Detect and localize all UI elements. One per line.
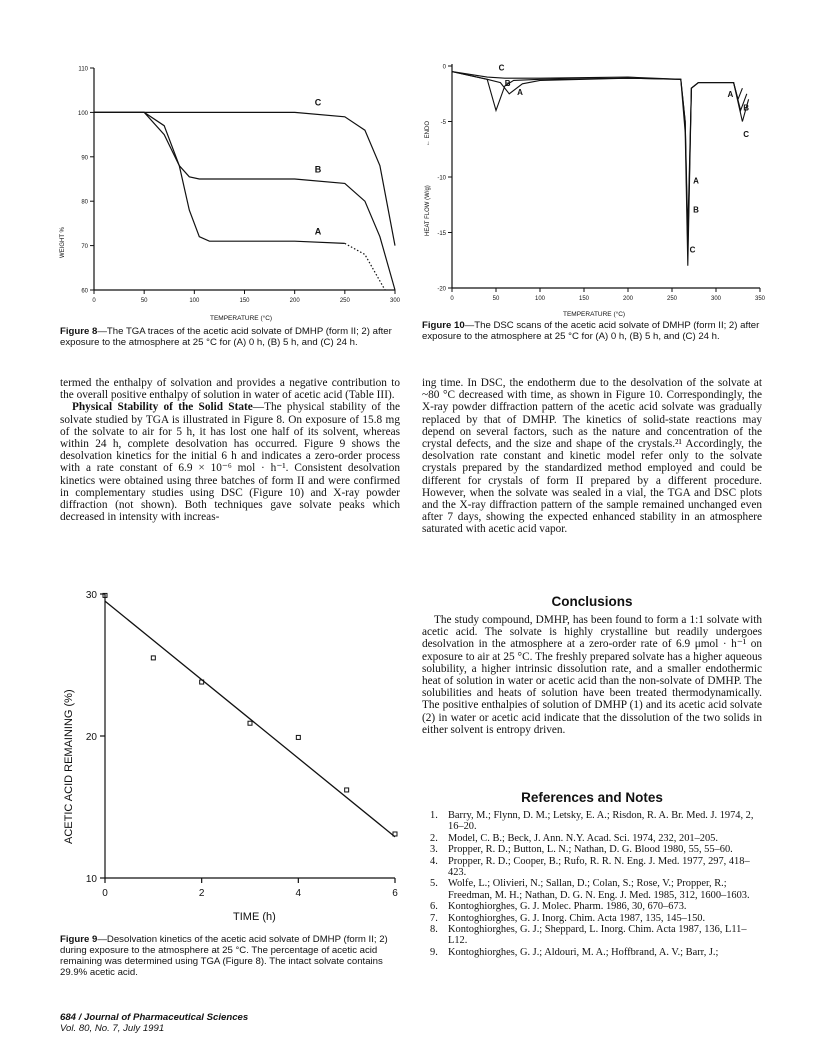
figure-8-caption-text: —The TGA traces of the acetic acid solvate of DMHP (form II; 2) after exposure to the atmosphere at 25 °C for (A) 0 h, (B) 5 h, and (C) 24 h. <box>60 326 392 348</box>
series-c-line <box>452 72 749 266</box>
figure-8-x-axis-label: TEMPERATURE (°C) <box>210 315 273 322</box>
references-heading: References and Notes <box>521 790 663 805</box>
curve-label-c: C <box>314 97 322 108</box>
x-tick-label: 200 <box>289 298 300 304</box>
reference-text: Barry, M.; Flynn, D. M.; Letsky, E. A.; Risdon, R. A. Br. Med. J. 1974, 2, 16–20. <box>448 810 754 833</box>
footer-volume: Vol. 80, No. 7, July 1991 <box>60 1023 165 1034</box>
figure-8-y-axis-label: WEIGHT % <box>60 227 66 258</box>
x-tick-label: 0 <box>92 298 96 304</box>
figure-9-y-axis-label: ACETIC ACID REMAINING (%) <box>63 689 75 844</box>
reference-text: Kontoghiorghes, G. J. Inorg. Chim. Acta 1987, 135, 145–150. <box>448 912 706 924</box>
data-point <box>296 735 300 739</box>
y-tick-label: 80 <box>81 199 88 206</box>
x-tick-label: 100 <box>189 298 200 304</box>
figure-10-chart <box>415 58 775 324</box>
y-tick-label: 110 <box>78 66 88 73</box>
x-tick-label: 50 <box>140 298 148 304</box>
data-point <box>345 788 349 792</box>
y-tick-label: 20 <box>85 732 97 743</box>
series-b-line <box>452 72 750 250</box>
y-tick-label: 60 <box>81 288 88 295</box>
column-2-text <box>422 377 762 536</box>
curve-label-a: A <box>517 87 523 97</box>
figure-8-caption-label: Figure 8 <box>60 326 98 337</box>
column-1-text <box>60 377 400 523</box>
figure-10-endo-label: ← ENDO <box>425 120 431 146</box>
x-tick-label: 6 <box>392 888 398 899</box>
curve-label-c: C <box>743 130 750 140</box>
series-a-line <box>94 112 345 243</box>
x-tick-label: 250 <box>339 298 350 304</box>
reference-number: 1. <box>430 810 438 821</box>
x-tick-label: 4 <box>295 888 302 899</box>
reference-item <box>422 810 762 833</box>
figure-9-caption-label: Figure 9 <box>60 934 98 945</box>
reference-item <box>422 844 762 855</box>
data-point <box>151 656 155 660</box>
y-tick-label: -20 <box>437 286 446 293</box>
paragraph-heading: Physical Stability of the Solid State <box>72 401 253 414</box>
x-tick-label: 150 <box>239 298 250 304</box>
curve-label-a: A <box>727 90 734 100</box>
x-tick-label: 100 <box>534 296 546 302</box>
x-tick-label: 350 <box>754 296 766 302</box>
curve-label-b: B <box>314 164 322 175</box>
y-tick-label: 0 <box>442 64 446 71</box>
y-tick-label: 100 <box>77 110 88 117</box>
paragraph: termed the enthalpy of solvation and provides a negative contribution to the overall positive enthalpy of solution in water of acetic acid (Table III). <box>60 377 400 402</box>
data-point <box>248 721 252 725</box>
reference-item <box>422 856 762 879</box>
reference-number: 5. <box>430 878 438 890</box>
page-footer <box>60 1012 360 1034</box>
curve-label-b: B <box>693 205 699 215</box>
y-tick-label: -15 <box>437 231 446 237</box>
y-tick-label: 10 <box>85 874 97 885</box>
figure-10-caption <box>422 320 762 342</box>
conclusions-text <box>422 614 762 736</box>
reference-number: 7. <box>430 912 438 924</box>
x-tick-label: 2 <box>198 888 205 899</box>
x-tick-label: 50 <box>492 296 500 302</box>
figure-9-x-axis-label: TIME (h) <box>233 911 276 923</box>
x-tick-label: 300 <box>710 296 722 302</box>
reference-number: 9. <box>430 946 438 958</box>
y-tick-label: -10 <box>437 175 446 182</box>
reference-item <box>422 913 762 924</box>
x-tick-label: 200 <box>622 296 634 302</box>
x-tick-label: 0 <box>450 296 454 302</box>
figure-8-caption <box>60 326 400 348</box>
figure-9-chart <box>58 586 408 932</box>
curve-label-b: B <box>504 78 511 88</box>
paragraph-body: —The physical stability of the solvate studied by TGA is illustrated in Figure 8. On exposure of 15.8 mg of the solvate to air for 5 h, it has lost one half of its solvent, whereas within 24 h, complete desolvation has occurred. Figure 9 shows the desolvation kinetics for the initial 6 h and indicates a zero-order process with a rate constant of 6.9 × 10⁻⁶ mol · h⁻¹. Consistent desolvation kinetics were obtained using three batches of form II and were confirmed in complementary studies using DSC (Figure 10) and X-ray powder diffraction (not shown). Both techniques gave solvate peaks which decreased in intensity with increas- <box>60 401 400 524</box>
conclusions-heading: Conclusions <box>551 594 633 609</box>
figure-8-chart <box>50 58 410 324</box>
reference-item <box>422 878 762 901</box>
y-tick-label: 30 <box>85 590 97 601</box>
curve-label-c: C <box>498 63 505 73</box>
reference-number: 2. <box>430 832 438 844</box>
reference-number: 8. <box>430 924 438 936</box>
x-tick-label: 300 <box>389 298 401 304</box>
curve-label-b: B <box>743 103 750 113</box>
figure-10-y-axis-label: HEAT FLOW (W/g) <box>425 185 431 236</box>
paragraph <box>60 401 400 523</box>
figure-10-caption-text: —The DSC scans of the acetic acid solvate of DMHP (form II; 2) after exposure to the atmosphere at 25 °C for (A) 0 h, (B) 5 h, and (C) 24 h. <box>422 320 760 342</box>
references-list <box>422 810 762 958</box>
reference-item <box>422 901 762 912</box>
series-a-dotted-tail <box>345 243 385 290</box>
y-tick-label: 90 <box>81 155 88 162</box>
reference-item <box>422 947 762 958</box>
paragraph: ing time. In DSC, the endotherm due to the desolvation of the solvate at ~80 °C decreased with time, as shown in Figure 10. Correspondingly, the X-ray powder diffraction pattern of the acetic acid solvate was gradually replaced by that of DMHP. The kinetics of solid-state reactions may depend on several factors, such as the nature and concentration of the crystal defects, and the size and shape of the crystals.²¹ Accordingly, the desolvation rate constant and kinetic model refer only to the solvate crystals prepared by the standardized method employed and could be different for crystals of form II prepared by a different procedure. However, when the solvate was sealed in a vial, the TGA and DSC plots and the X-ray diffraction pattern of the sample remained unchanged even after 7 days, showing the expected enhanced stability in an atmosphere saturated with acetic acid vapor. <box>422 377 762 536</box>
reference-text: Propper, R. D.; Cooper, B.; Rufo, R. R. N. Eng. J. Med. 1977, 297, 418–423. <box>448 855 750 879</box>
reference-text: Kontoghiorghes, G. J.; Aldouri, M. A.; Hoffbrand, A. V.; Barr, J.; <box>448 946 719 958</box>
reference-item <box>422 924 762 947</box>
series-b-line <box>94 112 395 290</box>
reference-text: Kontoghiorghes, G. J.; Sheppard, L. Inorg. Chim. Acta 1987, 136, L11–L12. <box>448 924 747 947</box>
curve-label-c: C <box>689 245 696 255</box>
reference-text: Wolfe, L.; Olivieri, N.; Sallan, D.; Colan, S.; Rose, V.; Propper, R.; Freedman, M. H.; Nathan, D. G. N. Eng. J. Med. 1985, 312, 1600–1603. <box>448 878 750 901</box>
y-tick-label: -5 <box>440 120 446 126</box>
reference-number: 6. <box>430 901 438 913</box>
figure-9-caption <box>60 934 402 978</box>
figure-10-caption-label: Figure 10 <box>422 320 465 331</box>
curve-label-a: A <box>693 176 699 186</box>
reference-number: 3. <box>430 844 438 856</box>
figure-10-x-axis-label: TEMPERATURE (°C) <box>563 311 626 318</box>
x-tick-label: 250 <box>666 296 678 302</box>
footer-journal: 684 / Journal of Pharmaceutical Sciences <box>60 1012 249 1023</box>
reference-text: Kontoghiorghes, G. J. Molec. Pharm. 1986, 30, 670–673. <box>448 901 687 913</box>
reference-item <box>422 833 762 844</box>
reference-text: Propper, R. D.; Button, L. N.; Nathan, D. G. Blood 1980, 55, 55–60. <box>448 844 733 856</box>
figure-9-caption-text: —Desolvation kinetics of the acetic acid solvate of DMHP (form II; 2) during exposure to the atmosphere at 25 °C. The percentage of acetic acid remaining was determined using TGA (Figure 8). The intact solvate contains 29.9% acetic acid. <box>60 934 388 978</box>
curve-label-a: A <box>314 226 322 237</box>
fit-line <box>105 601 395 837</box>
y-tick-label: 70 <box>81 244 88 251</box>
x-tick-label: 0 <box>102 888 108 899</box>
reference-text: Model, C. B.; Beck, J. Ann. N.Y. Acad. Sci. 1974, 232, 201–205. <box>448 832 718 844</box>
x-tick-label: 150 <box>578 296 590 302</box>
reference-number: 4. <box>430 855 438 867</box>
paragraph: The study compound, DMHP, has been found to form a 1:1 solvate with acetic acid. The solvate is highly crystalline but readily undergoes desolvation in the atmosphere at a zero-order rate of 6.9 μmol · h⁻¹ on exposure to air at 25 °C. The freshly prepared solvate has a higher aqueous solubility, a higher intrinsic dissolution rate, and a smaller endothermic heat of solution in water or acetic acid than the non-solvate of DMHP. The solubilities and heats of solution have been treated thermodynamically. The positive enthalpies of solution of DMHP (1) and its acetic acid solvate (2) in water or acetic acid indicate that the dissolution of the two solids in either solvent is entropy driven. <box>422 614 762 736</box>
